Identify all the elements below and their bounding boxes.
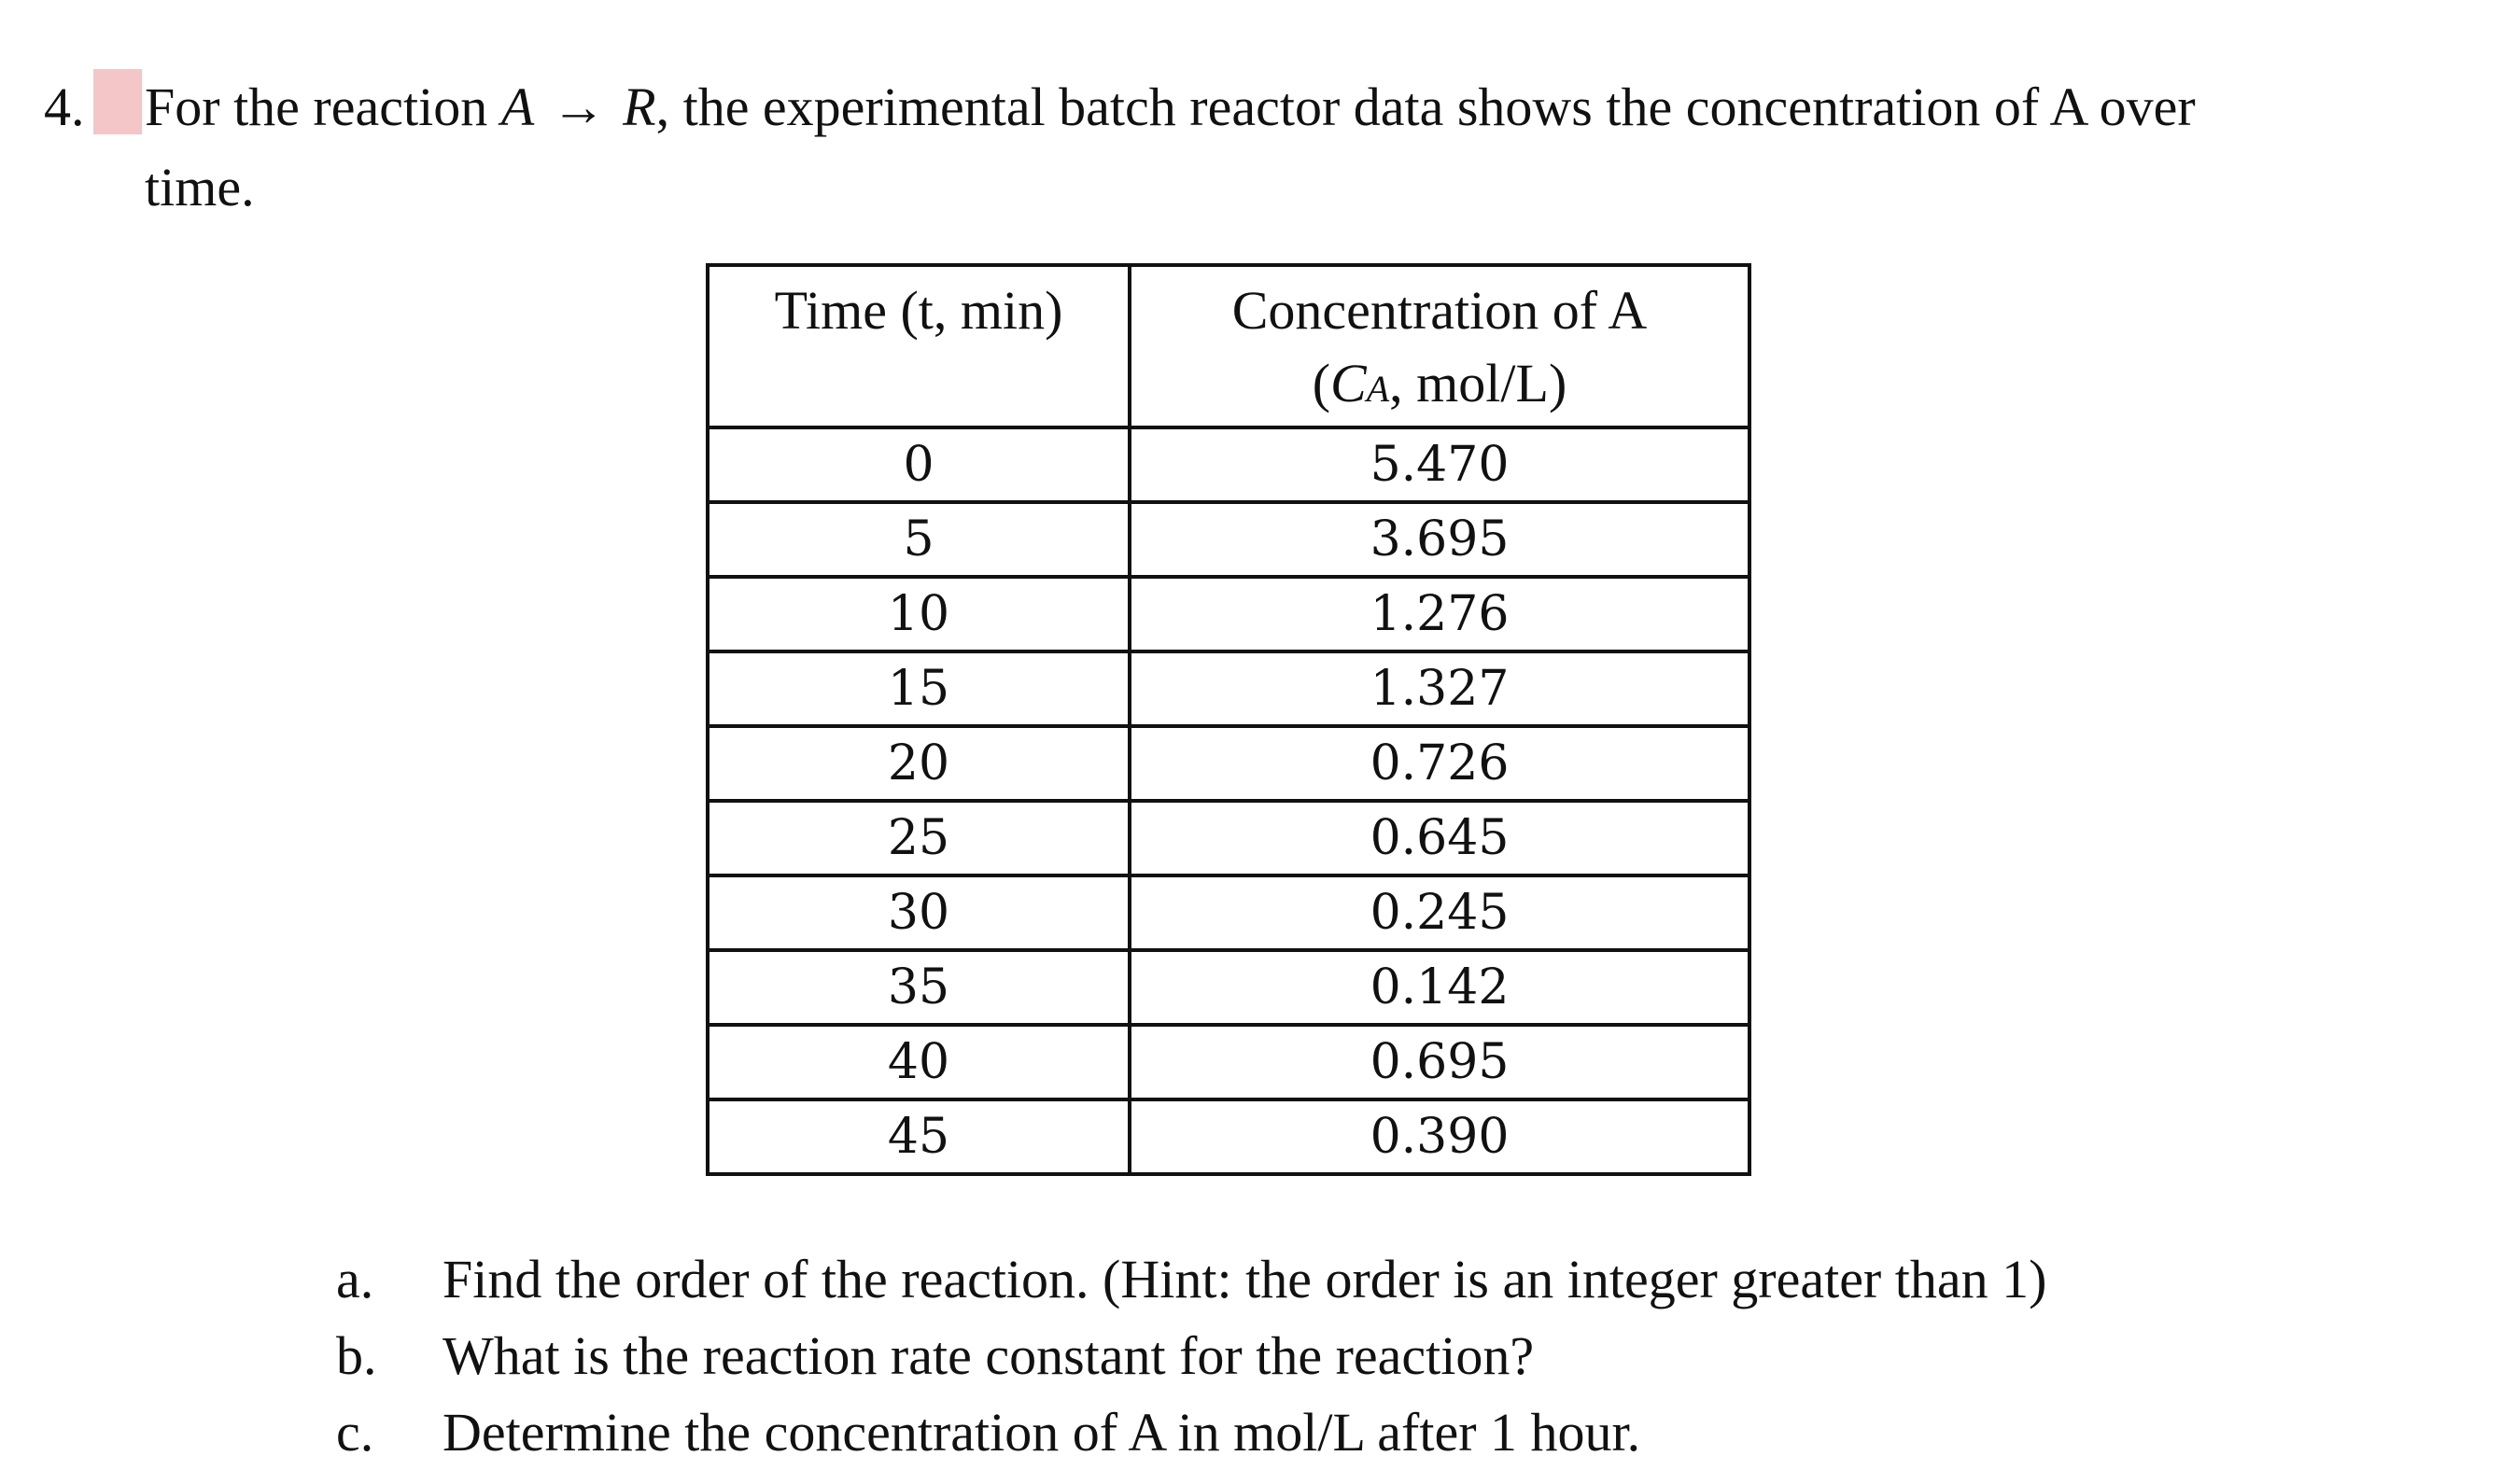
question-parts-list [0,1241,2515,1471]
list-item [0,1394,2515,1471]
table-row [708,427,1749,502]
question-continuation: time. [145,157,255,217]
table-row [708,1025,1749,1099]
time-cell: 35 [708,950,1130,1025]
question-number: 4. [44,77,85,137]
header-conc-rest: , mol/L) [1389,353,1567,413]
time-cell: 45 [708,1099,1130,1174]
concentration-cell: 0.390 [1130,1099,1749,1174]
product-symbol: R [623,77,656,137]
question-text [145,69,2460,146]
part-label: a. [336,1249,374,1309]
table-row [708,1099,1749,1174]
concentration-cell: 0.245 [1130,875,1749,950]
table-header-row [708,265,1749,427]
part-label: c. [336,1402,374,1463]
time-cell: 10 [708,577,1130,651]
time-cell: 30 [708,875,1130,950]
table-row [708,577,1749,651]
concentration-cell: 0.695 [1130,1025,1749,1099]
list-item [0,1241,2515,1318]
time-cell: 5 [708,502,1130,577]
list-item [0,1318,2515,1394]
part-label: b. [336,1325,377,1386]
part-text: What is the reaction rate constant for the reaction? [443,1325,1535,1386]
concentration-cell: 1.276 [1130,577,1749,651]
time-cell: 15 [708,651,1130,726]
header-concentration [1130,265,1749,427]
header-conc-symbol: C [1330,353,1367,413]
header-time: Time (t, min) [708,265,1130,427]
time-cell: 40 [708,1025,1130,1099]
question-text-after: , the experimental batch reactor data shows the concentration of A over [655,77,2196,137]
reactant-symbol: A [500,77,535,137]
reaction-arrow-icon: → [551,77,606,137]
question-text-before: For the reaction [145,77,501,137]
concentration-cell: 3.695 [1130,502,1749,577]
highlight-marker [93,69,142,134]
table-row [708,726,1749,801]
concentration-cell: 5.470 [1130,427,1749,502]
concentration-cell: 0.142 [1130,950,1749,1025]
header-concentration-line1: Concentration of A [1231,280,1648,341]
concentration-cell: 0.645 [1130,801,1749,875]
part-text: Determine the concentration of A in mol/L after 1 hour. [443,1402,1641,1463]
time-cell: 25 [708,801,1130,875]
header-conc-subscript: A [1366,368,1390,410]
header-conc-open: ( [1312,353,1331,413]
data-table-container [706,263,1751,1176]
header-concentration-line2 [1131,347,1748,426]
part-text: Find the order of the reaction. (Hint: the order is an integer greater than 1) [443,1249,2047,1309]
time-cell: 20 [708,726,1130,801]
time-cell: 0 [708,427,1130,502]
table-row [708,875,1749,950]
question-heading [0,69,2515,172]
concentration-table [706,263,1751,1176]
table-row [708,950,1749,1025]
table-row [708,502,1749,577]
table-row [708,651,1749,726]
concentration-cell: 1.327 [1130,651,1749,726]
table-row [708,801,1749,875]
concentration-cell: 0.726 [1130,726,1749,801]
